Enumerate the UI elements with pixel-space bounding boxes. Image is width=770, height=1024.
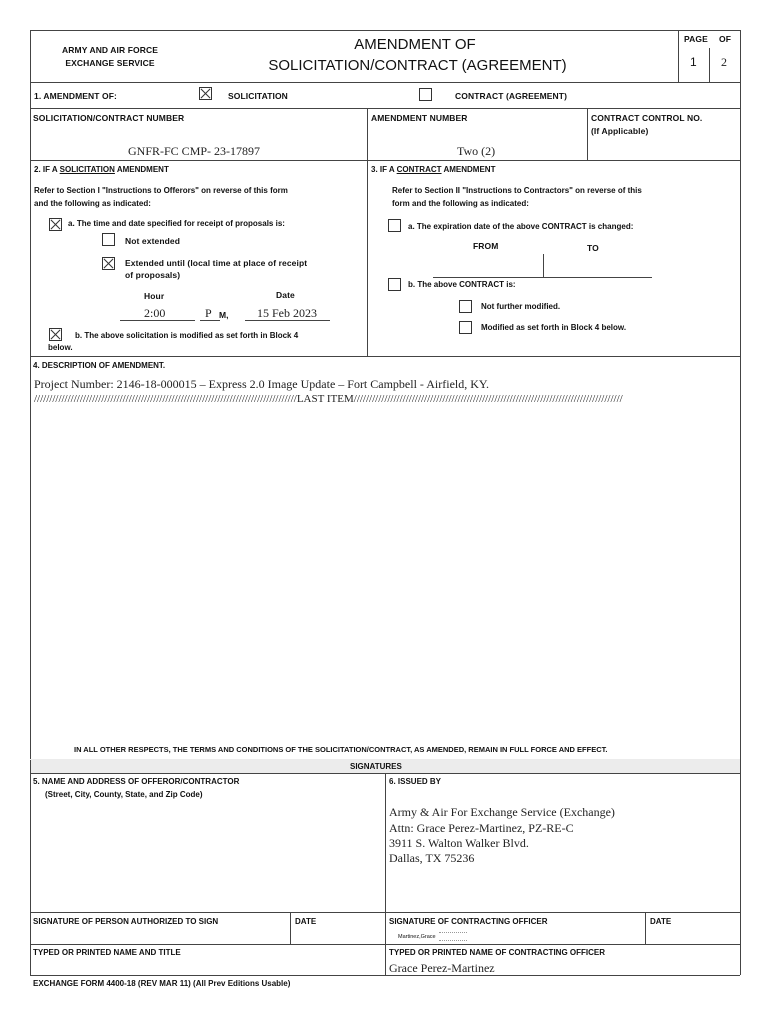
contracting-officer-date-label: DATE	[650, 917, 672, 926]
typed-name-label: TYPED OR PRINTED NAME AND TITLE	[33, 948, 181, 957]
amendment-of-label: 1. AMENDMENT OF:	[34, 91, 117, 101]
block4-heading: 4. DESCRIPTION OF AMENDMENT.	[33, 361, 166, 370]
issued-by-line4: Dallas, TX 75236	[389, 851, 475, 865]
offeror-sublabel: (Street, City, County, State, and Zip Code)	[45, 790, 203, 799]
to-label: TO	[587, 243, 599, 253]
hour-value: 2:00	[144, 306, 166, 320]
date-value: 15 Feb 2023	[257, 306, 317, 320]
issued-by-line2: Attn: Grace Perez-Martinez, PZ-RE-C	[389, 821, 574, 835]
block3-item-a-label: a. The expiration date of the above CONTRACT is changed:	[408, 222, 634, 231]
signature-person-field[interactable]	[33, 928, 287, 942]
block3-intro-line2: form and the following as indicated:	[392, 199, 529, 208]
contract-control-label-line1: CONTRACT CONTROL NO.	[591, 113, 703, 123]
not-extended-checkbox[interactable]	[102, 233, 115, 246]
project-description[interactable]: Project Number: 2146-18-000015 – Express 2.0 Image Update – Fort Campbell - Airfield, KY.	[34, 377, 490, 391]
typed-officer-label: TYPED OR PRINTED NAME OF CONTRACTING OFFICER	[389, 948, 605, 957]
not-further-modified-checkbox[interactable]	[459, 300, 472, 313]
digital-signature-stamp	[439, 932, 467, 941]
block2-intro-line2: and the following as indicated:	[34, 199, 151, 208]
issued-by-label: 6. ISSUED BY	[389, 777, 442, 786]
not-extended-label: Not extended	[125, 236, 181, 246]
block2-item-b-line2: below.	[48, 343, 73, 352]
ampm-value: P	[205, 306, 212, 320]
signatures-heading: SIGNATURES	[350, 762, 402, 771]
modified-block4-label: Modified as set forth in Block 4 below.	[481, 323, 627, 332]
solicitation-number-value[interactable]: GNFR-FC CMP- 23-17897	[128, 144, 261, 158]
page-label: PAGE	[684, 34, 708, 44]
form-title-line2: SOLICITATION/CONTRACT (AGREEMENT)	[268, 57, 567, 74]
page-number: 1	[690, 55, 697, 69]
contract-control-label-line2: (If Applicable)	[591, 126, 649, 136]
expiration-date-field[interactable]	[433, 264, 652, 278]
issued-by-line1: Army & Air For Exchange Service (Exchange)	[389, 805, 615, 819]
block3-item-b-label: b. The above CONTRACT is:	[408, 280, 516, 289]
from-label: FROM	[473, 241, 499, 251]
digital-signature[interactable]	[398, 931, 467, 942]
block3-intro-line1: Refer to Section II "Instructions to Contractors" on reverse of this	[392, 186, 642, 195]
last-item-marker: //////////////////////////////////////////////////////////////////////////////////////LAST ITEM////////////////////////////////////////////////////////////////////////////////////////	[34, 393, 623, 405]
of-label: OF	[719, 34, 732, 44]
hour-label: Hour	[144, 291, 165, 301]
block3-item-b-checkbox[interactable]	[388, 278, 401, 291]
extended-until-line1: Extended until (local time at place of receipt	[125, 258, 308, 268]
signature-person-label: SIGNATURE OF PERSON AUTHORIZED TO SIGN	[33, 917, 219, 926]
amendment-number-value[interactable]: Two (2)	[457, 144, 496, 158]
extended-until-line2: of proposals)	[125, 270, 181, 280]
date-label: Date	[276, 290, 295, 300]
block3-item-a-checkbox[interactable]	[388, 219, 401, 232]
block2-heading: 2. IF A SOLICITATION AMENDMENT	[34, 165, 169, 174]
not-further-modified-label: Not further modified.	[481, 302, 561, 311]
signature-date-field[interactable]	[293, 928, 383, 942]
issued-by-line3: 3911 S. Walton Walker Blvd.	[389, 836, 529, 850]
block2-item-a-label: a. The time and date specified for receipt of proposals is:	[68, 219, 285, 228]
m-label: M,	[219, 310, 229, 320]
offeror-label: 5. NAME AND ADDRESS OF OFFEROR/CONTRACTOR	[33, 777, 240, 786]
agency-name-line2: EXCHANGE SERVICE	[65, 58, 155, 68]
block3-heading: 3. IF A CONTRACT AMENDMENT	[371, 165, 496, 174]
signature-date-label: DATE	[295, 917, 317, 926]
typed-name-field[interactable]	[33, 959, 381, 973]
contract-checkbox[interactable]	[419, 88, 432, 101]
agency-name-line1: ARMY AND AIR FORCE	[62, 45, 158, 55]
contracting-officer-signature-label: SIGNATURE OF CONTRACTING OFFICER	[389, 917, 548, 926]
amendment-number-label: AMENDMENT NUMBER	[371, 113, 468, 123]
solicitation-option-label: SOLICITATION	[228, 91, 288, 101]
block2-item-b-checkbox[interactable]	[49, 328, 62, 341]
solicitation-number-label: SOLICITATION/CONTRACT NUMBER	[33, 113, 185, 123]
extended-until-checkbox[interactable]	[102, 257, 115, 270]
contract-option-label: CONTRACT (AGREEMENT)	[455, 91, 568, 101]
block2-item-b-line1: b. The above solicitation is modified as set forth in Block 4	[75, 331, 299, 340]
block2-item-a-checkbox[interactable]	[49, 218, 62, 231]
form-identifier: EXCHANGE FORM 4400-18 (REV MAR 11) (All Prev Editions Usable)	[33, 979, 291, 988]
terms-note: IN ALL OTHER RESPECTS, THE TERMS AND CONDITIONS OF THE SOLICITATION/CONTRACT, AS AMENDED, REMAIN IN FULL FORCE AND EFFECT.	[74, 745, 608, 754]
solicitation-checkbox[interactable]	[199, 87, 212, 100]
offeror-address-field[interactable]	[33, 802, 381, 908]
form-title-line1: AMENDMENT OF	[354, 36, 476, 53]
digital-signature-name: Martinez,Grace	[398, 933, 436, 940]
officer-name: Grace Perez-Martinez	[389, 961, 495, 975]
page-total: 2	[721, 55, 727, 69]
modified-block4-checkbox[interactable]	[459, 321, 472, 334]
block2-intro-line1: Refer to Section I "Instructions to Offerors" on reverse of this form	[34, 186, 288, 195]
